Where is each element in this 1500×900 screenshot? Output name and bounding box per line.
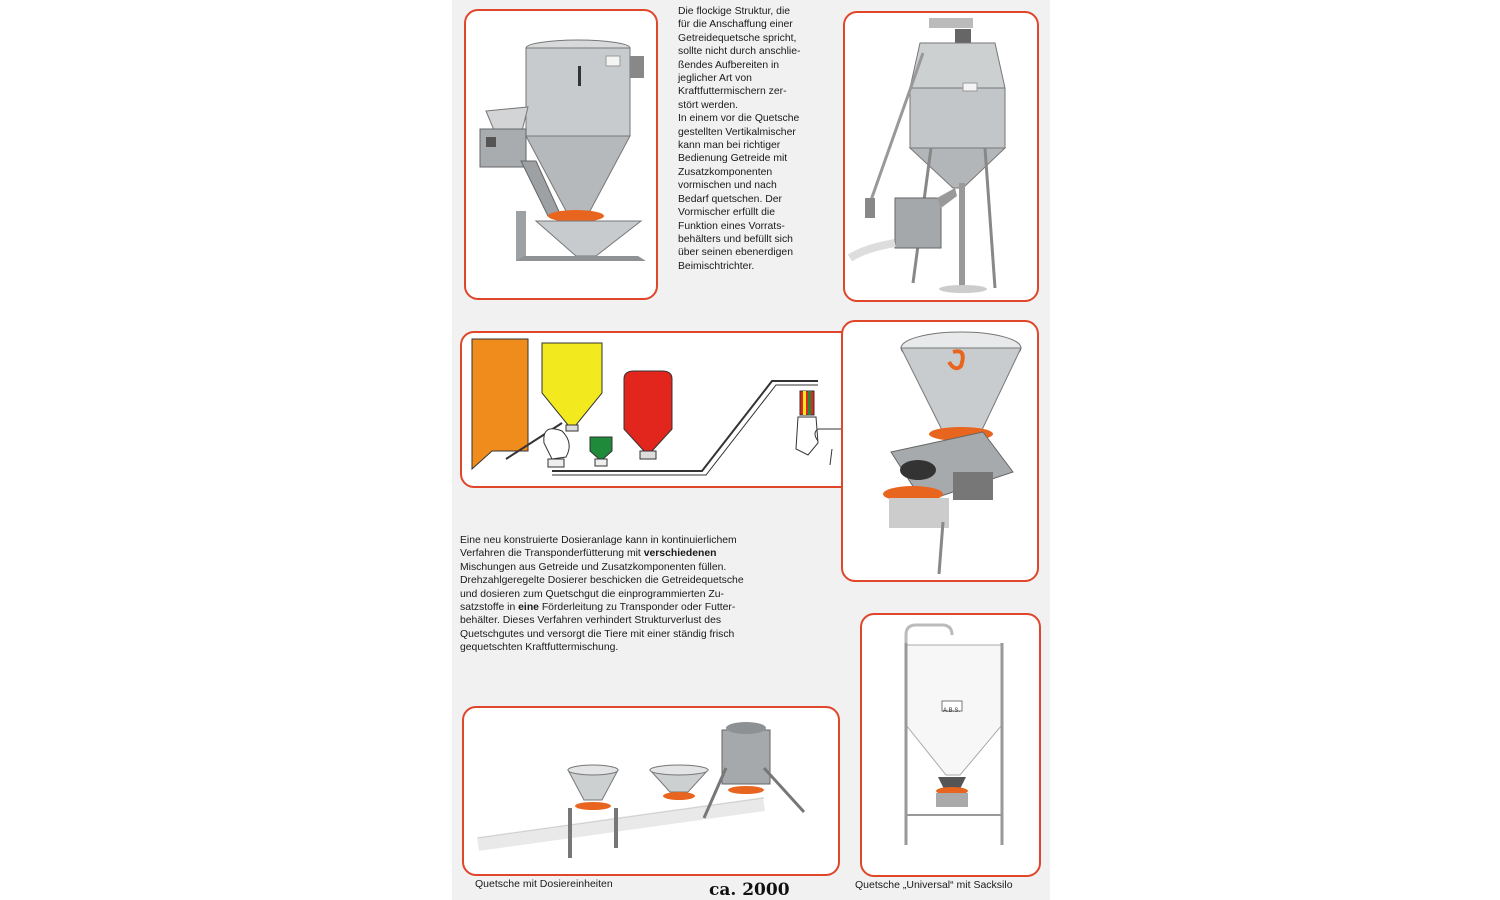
photo-dosing-hopper [841,320,1039,582]
caption-sack-silo: Quetsche „Universal“ mit Sacksilo [855,879,1013,891]
photo-crusher-dosing-units [462,706,840,876]
caption-crusher-dosing-units: Quetsche mit Dosiereinheiten [475,878,613,890]
crusher-dosing-units-illustration [464,708,838,874]
sack-silo-illustration [862,615,1039,875]
vertical-mixer-illustration [466,11,656,298]
dosing-system-diagram [462,333,884,486]
dosing-text-1: Eine neu konstruierte Dosieranlage kann in kontinuierlichem Verfahren die Transponderfütterung mit [460,535,737,560]
dosing-text-2: Mischungen aus Getreide und Zusatzkomponenten füllen. Drehzahlgeregelte Dosierer beschicken die Getreidequetsche und dosieren zum Quetschgut die einprogrammierten Zu- satzstoffe in [460,561,744,614]
photo-tall-mixer [843,11,1039,302]
dosing-diagram [460,331,886,488]
year-label: ca. 2000 [709,880,790,900]
tall-mixer-illustration [845,13,1037,300]
silo-label: A.B.S. [943,708,961,714]
dosing-paragraph [460,534,810,655]
intro-paragraph: Die flockige Struktur, die für die Anschaffung einer Getreidequetsche spricht, sollte nicht durch anschlie- ßendes Aufbereiten in jeglicher Art von Kraftfuttermischern zer- stört werden. In einem vor die Quetsche gestellten Vertikalmischer kann man bei richtiger Bedienung Getreide mit Zusatzkomponenten vormischen und nach Bedarf quetschen. Der Vormischer erfüllt die Funktion eines Vorrats- behälters und befüllt sich über seinen ebenerdigen Beimischtrichter. [678,6,801,272]
photo-vertical-mixer [464,9,658,300]
dosing-text-3: Förderleitung zu Transponder oder Futter- behälter. Dieses Verfahren verhindert Strukturverlust des Quetschgutes und versorgt die Tiere mit einer ständig frisch gequetschten Kraftfuttermischung. [460,602,736,654]
dosing-hopper-illustration [843,322,1037,580]
dosing-text-bold-1: verschiedenen [643,548,717,560]
dosing-text-bold-2: eine [518,602,539,614]
photo-sack-silo [860,613,1041,877]
